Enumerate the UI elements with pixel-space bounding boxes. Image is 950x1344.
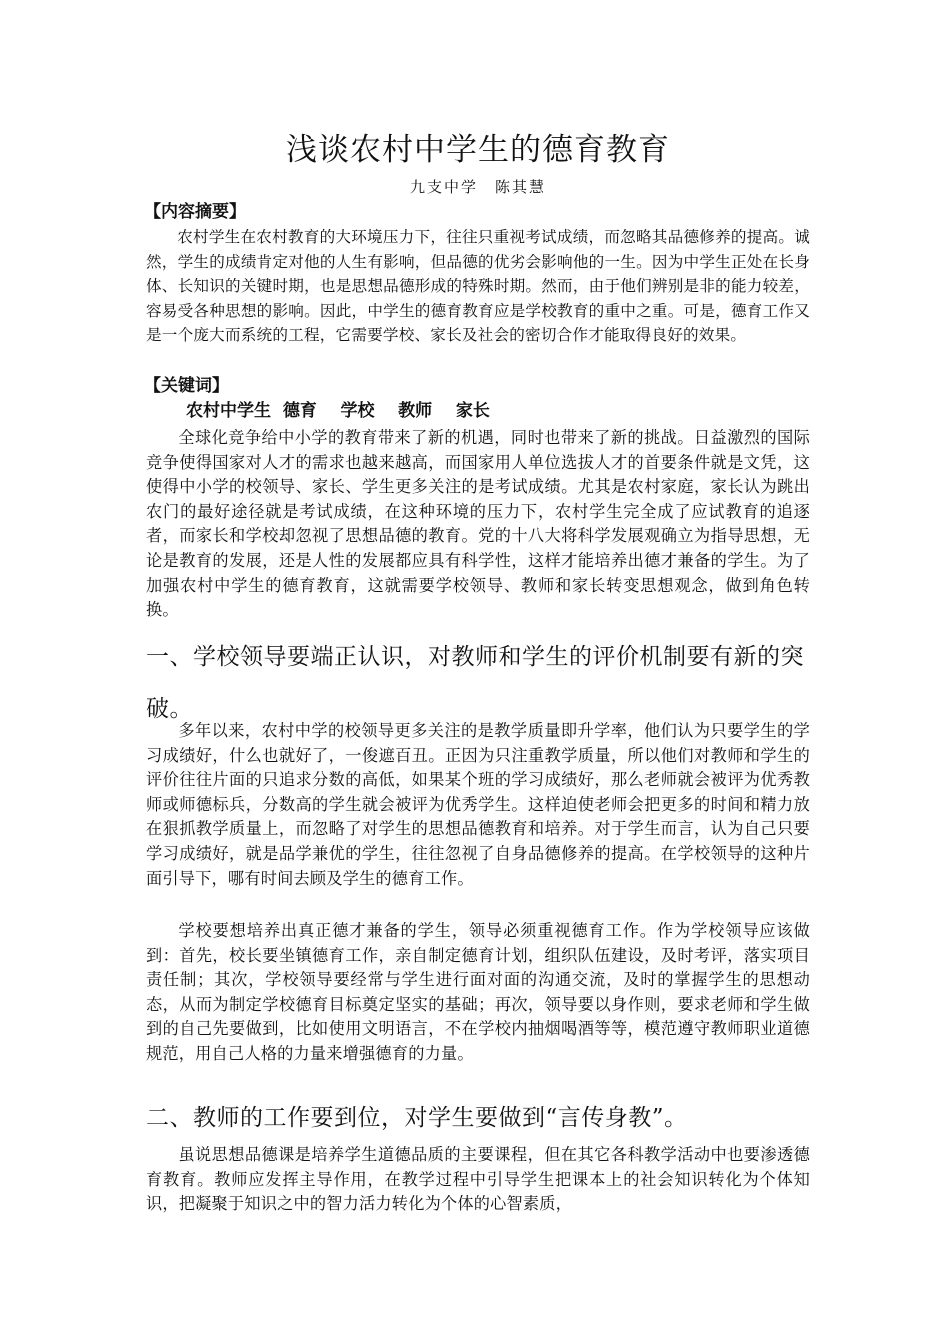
keywords-list: 农村中学生 德育 学校 教师 家长: [186, 401, 490, 421]
section-1-paragraph-2: 学校要想培养出真正德才兼备的学生，领导必须重视德育工作。作为学校领导应该做到：首先，校长要坐镇德育工作，亲自制定德育计划，组织队伍建设，及时考评，落实项目责任制；其次，学校领导要经常与学生进行面对面的沟通交流，及时的掌握学生的思想动态，从而为制定学校德育目标奠定坚实的基础；再次，领导要以身作则，要求老师和学生做到的自己先要做到，比如使用文明语言，不在学校内抽烟喝酒等等，模范遵守教师职业道德规范，用自己人格的力量来增强德育的力量。: [146, 921, 810, 1063]
section-2-heading: 二、教师的工作要到位，对学生要做到“言传身教”。: [146, 1105, 688, 1131]
section-1-heading: 一、学校领导要端正认识，对教师和学生的评价机制要有新的突破。: [146, 644, 804, 722]
intro-paragraph: 全球化竞争给中小学的教育带来了新的机遇，同时也带来了新的挑战。日益激烈的国际竞争使得国家对人才的需求也越来越高，而国家用人单位选拔人才的首要条件就是文凭，这使得中小学的校领导、家长、学生更多关注的是考试成绩。尤其是农村家庭，家长认为跳出农门的最好途径就是考试成绩，在这种环境的压力下，农村学生完全成了应试教育的追逐者，而家长和学校却忽视了思想品德的教育。党的十八大将科学发展观确立为指导思想，无论是教育的发展，还是人性的发展都应具有科学性，这样才能培养出德才兼备的学生。为了加强农村中学生的德育教育，这就需要学校领导、教师和家长转变思想观念，做到角色转换。: [146, 428, 810, 620]
keywords-label: 【关键词】: [144, 376, 229, 396]
author-byline: 九支中学 陈其慧: [409, 178, 546, 196]
section-2-paragraph-1: 虽说思想品德课是培养学生道德品质的主要课程，但在其它各科教学活动中也要渗透德育教育。教师应发挥主导作用，在教学过程中引导学生把课本上的社会知识转化为个体知识，把凝聚于知识之中的智力活力转化为个体的心智素质，: [146, 1145, 810, 1214]
abstract-label: 【内容摘要】: [144, 202, 246, 222]
abstract-paragraph: 农村学生在农村教育的大环境压力下，往往只重视考试成绩，而忽略其品德修养的提高。诚然，学生的成绩肯定对他的人生有影响，但品德的优劣会影响他的一生。因为中学生正处在长身体、长知识的关键时期，也是思想品德形成的特殊时期。然而，由于他们辨别是非的能力较差，容易受各种思想的影响。因此，中学生的德育教育应是学校教育的重中之重。可是，德育工作又是一个庞大而系统的工程，它需要学校、家长及社会的密切合作才能取得良好的效果。: [146, 228, 810, 345]
document-title: 浅谈农村中学生的德育教育: [286, 132, 670, 168]
section-1-paragraph-1: 多年以来，农村中学的校领导更多关注的是教学质量即升学率，他们认为只要学生的学习成绩好，什么也就好了，一俊遮百丑。正因为只注重教学质量，所以他们对教师和学生的评价往往片面的只追求分数的高低，如果某个班的学习成绩好，那么老师就会被评为优秀教师或师德标兵，分数高的学生就会被评为优秀学生。这样迫使老师会把更多的时间和精力放在狠抓教学质量上，而忽略了对学生的思想品德教育和培养。对于学生而言，认为自己只要学习成绩好，就是品学兼优的学生，往往忽视了自身品德修养的提高。在学校领导的这种片面引导下，哪有时间去顾及学生的德育工作。: [146, 721, 810, 888]
